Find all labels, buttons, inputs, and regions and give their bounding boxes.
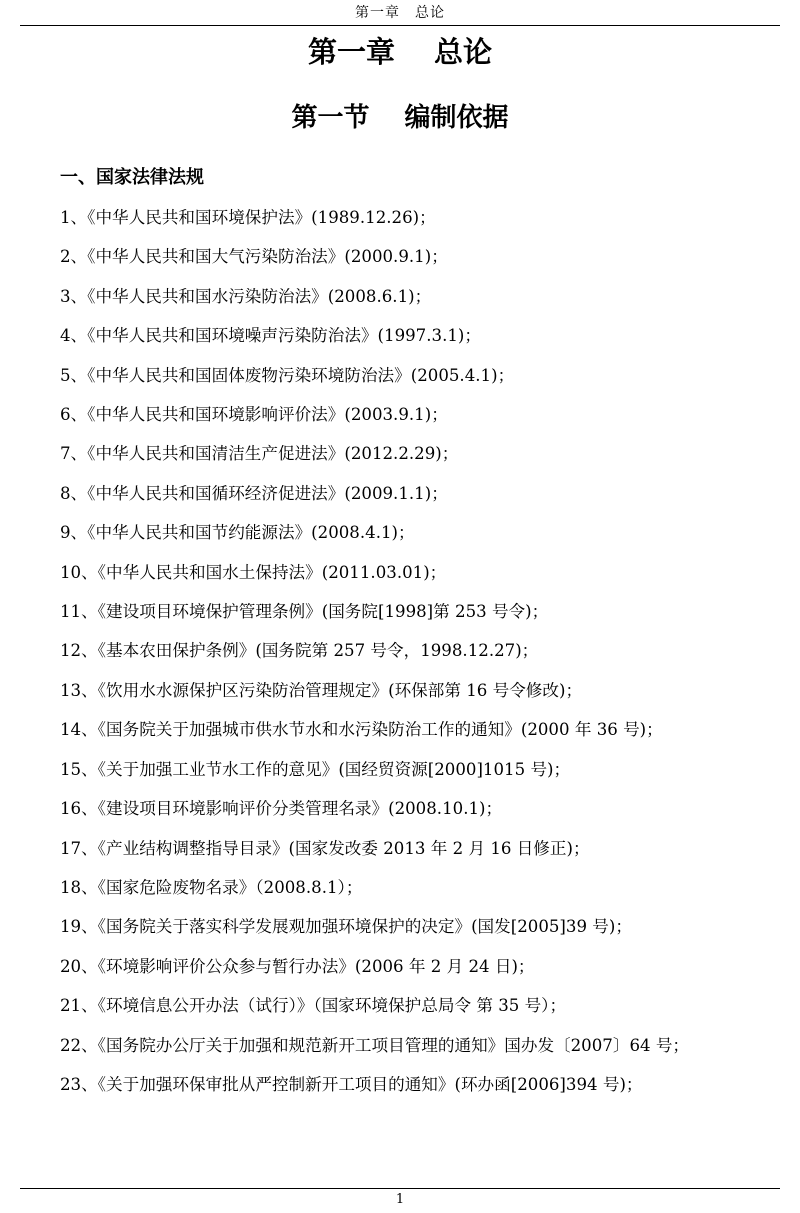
subsection-heading: 一、国家法律法规 (60, 167, 204, 188)
list-item: 9、《中华人民共和国节约能源法》(2008.4.1)； (60, 523, 415, 543)
list-item: 20、《环境影响评价公众参与暂行办法》(2006 年 2 月 24 日)； (60, 956, 535, 976)
list-item: 8、《中华人民共和国循环经济促进法》(2009.1.1)； (60, 483, 448, 503)
list-item: 19、《国务院关于落实科学发展观加强环境保护的决定》(国发[2005]39 号)； (60, 917, 632, 937)
list-item: 13、《饮用水水源保护区污染防治管理规定》(环保部第 16 号令修改)； (60, 680, 583, 700)
footer-rule (20, 1188, 780, 1189)
list-item: 15、《关于加强工业节水工作的意见》(国经贸资源[2000]1015 号)； (60, 759, 571, 779)
list-item: 18、《国家危险废物名录》（2008.8.1）； (60, 877, 363, 897)
regulation-list (20, 198, 750, 1104)
running-header: 第一章 总论 (355, 5, 445, 21)
list-item: 23、《关于加强环保审批从严控制新开工项目的通知》(环办函[2006]394 号)； (60, 1074, 643, 1094)
section-title: 第一节 编制依据 (291, 103, 509, 133)
list-item: 3、《中华人民共和国水污染防治法》(2008.6.1)； (60, 286, 432, 306)
list-item: 5、《中华人民共和国固体废物污染环境防治法》(2005.4.1)； (60, 365, 515, 385)
list-item: 10、《中华人民共和国水土保持法》(2011.03.01)； (60, 562, 447, 582)
header-rule (20, 25, 780, 26)
list-item: 21、《环境信息公开办法（试行）》（国家环境保护总局令 第 35 号）； (60, 996, 567, 1016)
list-item: 22、《国务院办公厅关于加强和规范新开工项目管理的通知》国办发〔2007〕64 号； (60, 1035, 690, 1055)
chapter-title: 第一章 总论 (307, 35, 493, 69)
list-item: 17、《产业结构调整指导目录》(国家发改委 2013 年 2 月 16 日修正)； (60, 838, 590, 858)
list-item: 14、《国务院关于加强城市供水节水和水污染防治工作的通知》(2000 年 36 号)； (60, 720, 663, 740)
list-item: 1、《中华人民共和国环境保护法》(1989.12.26)； (60, 208, 436, 227)
page-number: 1 (395, 1192, 405, 1207)
list-item: 11、《建设项目环境保护管理条例》(国务院[1998]第 253 号令)； (60, 602, 549, 622)
list-item: 4、《中华人民共和国环境噪声污染防治法》(1997.3.1)； (60, 326, 481, 346)
list-item: 6、《中华人民共和国环境影响评价法》(2003.9.1)； (60, 405, 448, 425)
list-item: 12、《基本农田保护条例》(国务院第 257 号令，1998.12.27)； (60, 641, 539, 661)
list-item: 16、《建设项目环境影响评价分类管理名录》(2008.10.1)； (60, 799, 503, 819)
list-item: 7、《中华人民共和国清洁生产促进法》(2012.2.29)； (60, 444, 459, 464)
list-item: 2、《中华人民共和国大气污染防治法》(2000.9.1)； (60, 247, 448, 267)
